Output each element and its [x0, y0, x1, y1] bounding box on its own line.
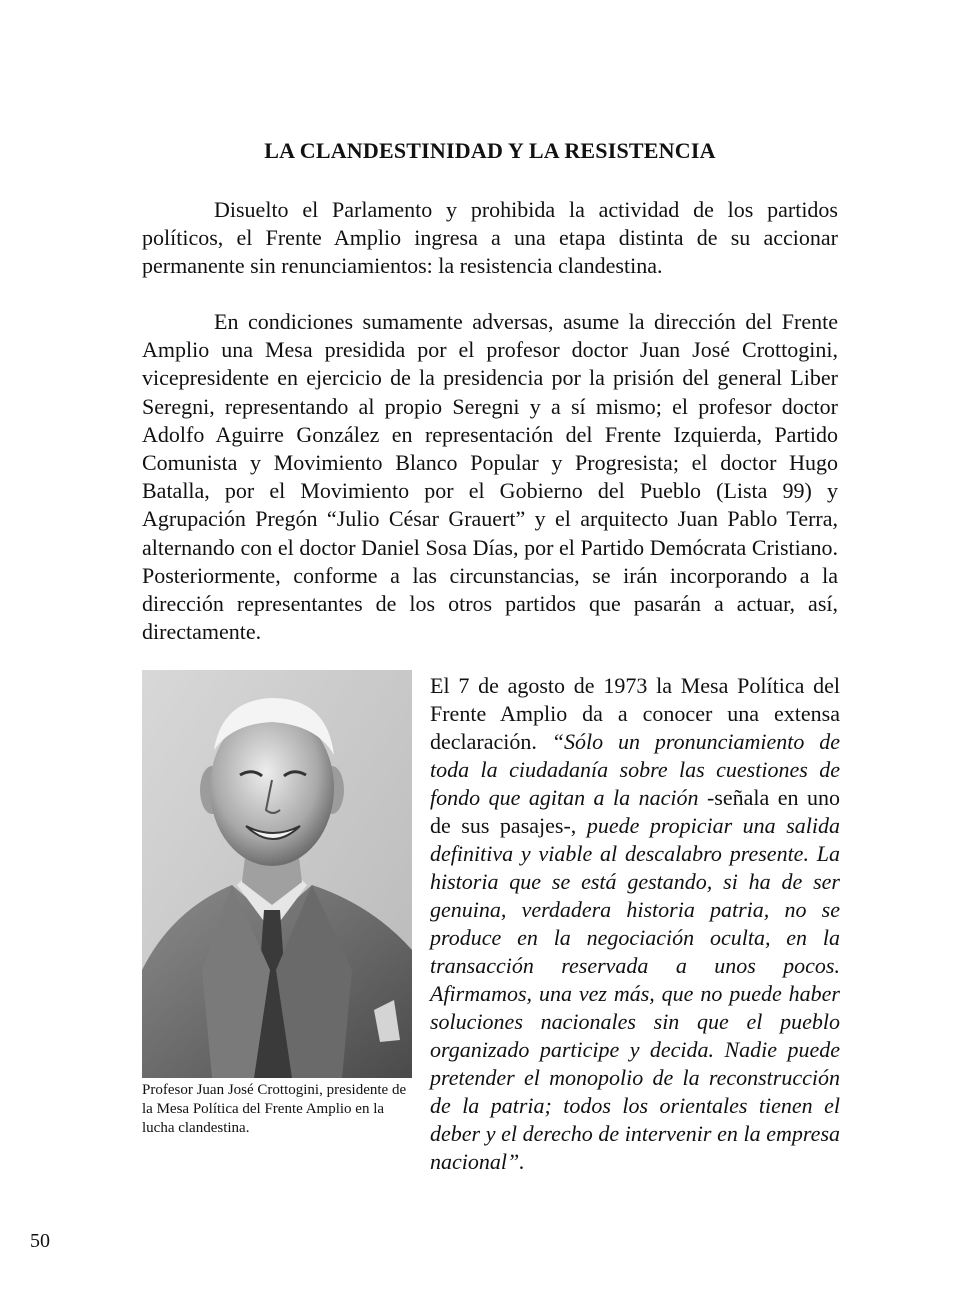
quote-part-2: puede propiciar una salida definitiva y viable al descalabro presente. La historia que se está gestando, si ha de ser genuina, verdadera historia patria, no se produce en la negociación oculta, en la transacción reservada a unos pocos. Afirmamos, una vez más, que no puede haber soluciones nacionales sin que el pueblo organizado participe y decida. Nadie puede pretender el monopolio de la reconstrucción de la patria; todos los orientales tienen el deber y el derecho de intervenir en la empresa nacional”.: [430, 813, 840, 1174]
chapter-heading: LA CLANDESTINIDAD Y LA RESISTENCIA: [264, 138, 716, 163]
paragraph-3-intro: El 7 de agosto de 1973 la Mesa Política del Frente Amplio da a conocer una extensa declaración.: [430, 673, 840, 754]
quote-interjection: -señala en uno de sus pasajes-,: [430, 785, 840, 838]
portrait-photo: [142, 670, 412, 1078]
page-number: 50: [30, 1230, 50, 1252]
paragraph-3: [430, 672, 840, 1176]
quote-part-1: “Sólo un pronunciamiento de toda la ciudadanía sobre las cuestiones de fondo que agitan a la nación: [430, 729, 840, 810]
paragraph-2: En condiciones sumamente adversas, asume la dirección del Frente Amplio una Mesa presidida por el profesor doctor Juan José Crottogini, vicepresidente en ejercicio de la presidencia por la prisión del general Liber Seregni, representando al propio Seregni y a sí mismo; el profesor doctor Adolfo Aguirre González en representación del Frente Izquierda, Partido Comunista y Movimiento Blanco Popular y Progresista; el doctor Hugo Batalla, por el Movimiento por el Gobierno del Pueblo (Lista 99) y Agrupación Pregón “Julio César Grauert” y el arquitecto Juan Pablo Terra, alternando con el doctor Daniel Sosa Días, por el Partido Demócrata Cristiano. Posteriormente, conforme a las circunstancias, se irán incorporando a la dirección representantes de los otros partidos que pasarán a actuar, así, directamente.: [142, 309, 838, 645]
photo-caption: Profesor Juan José Crottogini, presidente de la Mesa Política del Frente Amplio en la lucha clandestina.: [142, 1082, 407, 1136]
paragraph-1: Disuelto el Parlamento y prohibida la actividad de los partidos políticos, el Frente Amplio ingresa a una etapa distinta de su accionar permanente sin renunciamientos: la resistencia clandestina.: [142, 197, 838, 279]
